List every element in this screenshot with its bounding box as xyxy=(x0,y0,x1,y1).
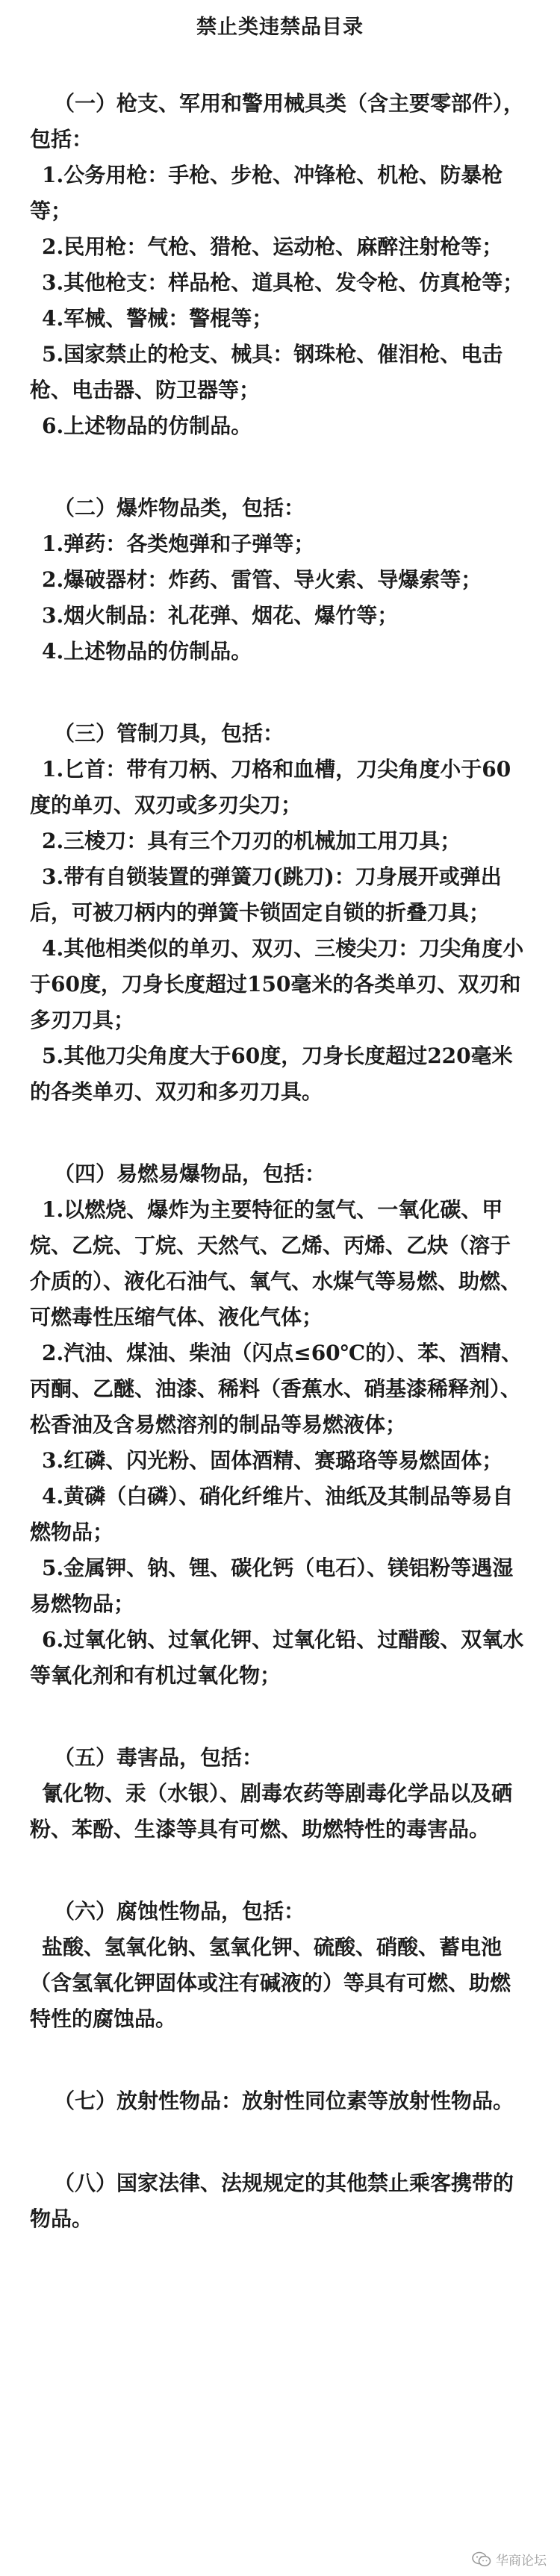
section-corrosives xyxy=(30,1894,530,2037)
section-heading: （六）腐蚀性物品，包括： xyxy=(54,1899,305,1924)
list-item: 3.带有自锁装置的弹簧刀(跳刀)：刀身展开或弹出后，可被刀柄内的弹簧卡锁固定自锁的折叠刀具； xyxy=(30,864,502,925)
list-item: 1.以燃烧、爆炸为主要特征的氢气、一氧化碳、甲烷、乙烷、丁烷、天然气、乙烯、丙烯、乙炔（溶于介质的）、液化石油气、氧气、水煤气等易燃、助燃、可燃毒性压缩气体、液化气体； xyxy=(30,1197,522,1329)
section-body: 盐酸、氢氧化钠、氢氧化钾、硫酸、硝酸、蓄电池（含氢氧化钾固体或注有碱液的）等具有可燃、助燃特性的腐蚀品。 xyxy=(30,1935,511,2031)
section-heading: （五）毒害品，包括： xyxy=(54,1745,264,1770)
list-item: 3.其他枪支：样品枪、道具枪、发令枪、仿真枪等； xyxy=(42,270,524,295)
wechat-icon xyxy=(472,2551,491,2568)
list-item: 2.汽油、煤油、柴油（闪点≤60℃的）、苯、酒精、丙酮、乙醚、油漆、稀料（香蕉水、硝基漆稀释剂）、松香油及含易燃溶剂的制品等易燃液体； xyxy=(30,1341,523,1437)
section-heading: （七）放射性物品：放射性同位素等放射性物品。 xyxy=(54,2089,514,2113)
page-title: 禁止类违禁品目录 xyxy=(196,16,364,39)
section-explosives xyxy=(30,490,530,670)
section-other xyxy=(30,2165,530,2237)
list-item: 5.其他刀尖角度大于60度，刀身长度超过220毫米的各类单刃、双刃和多刃刀具。 xyxy=(30,1044,513,1104)
section-knives xyxy=(30,716,530,1110)
list-item: 1.弹药：各类炮弹和子弹等； xyxy=(42,531,315,556)
section-toxics xyxy=(30,1740,530,1847)
list-item: 5.金属钾、钠、锂、碳化钙（电石）、镁铝粉等遇湿易燃物品； xyxy=(30,1556,514,1616)
section-heading: （一）枪支、军用和警用械具类（含主要零部件），包括： xyxy=(30,91,525,152)
section-heading: （三）管制刀具，包括： xyxy=(54,721,284,746)
document-body xyxy=(30,86,530,2237)
section-heading: （四）易燃易爆物品，包括： xyxy=(54,1161,326,1186)
list-item: 1.公务用枪：手枪、步枪、冲锋枪、机枪、防暴枪等； xyxy=(30,163,503,223)
section-flammables xyxy=(30,1156,530,1694)
list-item: 6.过氧化钠、过氧化钾、过氧化铅、过醋酸、双氧水等氧化剂和有机过氧化物； xyxy=(30,1627,524,1688)
list-item: 4.上述物品的仿制品。 xyxy=(42,639,252,664)
watermark-text: 华商论坛 xyxy=(496,2554,547,2569)
list-item: 5.国家禁止的枪支、械具：钢珠枪、催泪枪、电击枪、电击器、防卫器等； xyxy=(30,342,503,402)
list-item: 3.烟火制品：礼花弹、烟花、爆竹等； xyxy=(42,603,399,628)
section-firearms xyxy=(30,86,530,444)
list-item: 2.爆破器材：炸药、雷管、导火索、导爆索等； xyxy=(42,567,482,592)
section-heading: （八）国家法律、法规规定的其他禁止乘客携带的物品。 xyxy=(30,2171,514,2231)
list-item: 3.红磷、闪光粉、固体酒精、赛璐珞等易燃固体； xyxy=(42,1448,503,1473)
list-item: 4.军械、警械：警棍等； xyxy=(42,306,273,331)
list-item: 4.其他相类似的单刃、双刃、三棱尖刀：刀尖角度小于60度，刀身长度超过150毫米的各类单刃、双刃和多刃刀具； xyxy=(30,936,524,1032)
section-heading: （二）爆炸物品类，包括： xyxy=(54,496,305,520)
list-item: 2.三棱刀：具有三个刀刃的机械加工用刀具； xyxy=(42,829,461,853)
list-item: 2.民用枪：气枪、猎枪、运动枪、麻醉注射枪等； xyxy=(42,234,503,259)
section-radioactive xyxy=(30,2083,530,2119)
section-body: 氰化物、汞（水银）、剧毒农药等剧毒化学品以及硒粉、苯酚、生漆等具有可燃、助燃特性的毒害品。 xyxy=(30,1781,513,1841)
watermark xyxy=(472,2550,547,2569)
list-item: 4.黄磷（白磷）、硝化纤维片、油纸及其制品等易自燃物品； xyxy=(30,1484,514,1544)
list-item: 6.上述物品的仿制品。 xyxy=(42,414,252,438)
list-item: 1.匕首：带有刀柄、刀格和血槽，刀尖角度小于60度的单刃、双刃或多刃尖刀； xyxy=(30,757,511,817)
